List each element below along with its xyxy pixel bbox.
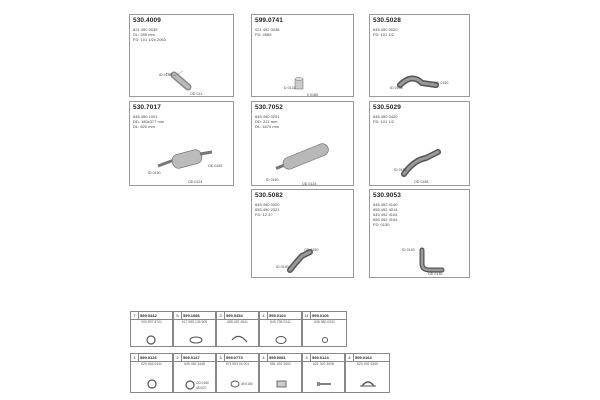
pipe-drawing [370, 102, 471, 187]
part-detail: 645 490 0420 [373, 114, 398, 119]
part-number: 599.0147 [183, 355, 200, 360]
clamp-icon [346, 354, 391, 394]
part-detail: FD: 12 3? [255, 212, 273, 217]
part-detail: 645 490 0020 [255, 202, 280, 207]
clamp-icon [217, 312, 260, 348]
accessory-cell[interactable] [216, 353, 259, 393]
dimension-label: ID 0150 [159, 73, 172, 77]
quantity: 5 [174, 312, 182, 319]
muffler-drawing [130, 102, 235, 187]
part-number: 530.9053 [373, 192, 401, 199]
quantity: 7 [131, 312, 139, 319]
quantity: 3 [217, 312, 225, 319]
part-card[interactable] [129, 14, 234, 97]
part-number: 599.0164 [355, 355, 372, 360]
oem-number: 645 452 3448 [184, 362, 205, 366]
part-detail: 655 490 2321 [255, 207, 280, 212]
dimension-label: OD 0159 [208, 164, 223, 168]
part-card[interactable] [251, 189, 354, 278]
oem-number: 671 593 04 001 [225, 362, 250, 366]
part-number: 599.1086 [183, 313, 200, 318]
dimension-label: OD 0150 [434, 81, 449, 85]
accessory-cell[interactable] [259, 353, 302, 393]
dimension-label: D 0132 [284, 86, 296, 90]
part-detail: FD: 0130 [373, 222, 390, 227]
accessory-cell[interactable] [130, 353, 173, 393]
oem-number: 681 492 3002 [270, 362, 291, 366]
part-detail: 655 492 4014 [373, 207, 398, 212]
dimension-label: OD 0124 [188, 180, 203, 184]
part-detail: FD: 101 1/2 [373, 119, 394, 124]
oem-number: 636 980 0231 [314, 320, 335, 324]
part-card[interactable] [251, 101, 354, 186]
part-detail: 645 490 0020 [373, 27, 398, 32]
part-number: 599.0106 [312, 313, 329, 318]
part-number: 599.0124 [312, 355, 329, 360]
dimension-label: OD 0150 [196, 381, 209, 385]
accessory-cell[interactable] [216, 311, 259, 347]
part-detail: FD: 101 1/2x 2063 [133, 37, 166, 42]
part-number: 599.0741 [255, 17, 283, 24]
part-number: 530.4009 [133, 17, 161, 24]
quantity: 2 [174, 354, 182, 361]
pipe-drawing [370, 15, 471, 98]
oem-number: 621 302 3008 [313, 362, 334, 366]
pipe-drawing [130, 15, 235, 98]
quantity: 4 [346, 354, 354, 361]
oem-number: 623 492 0340 [357, 362, 378, 366]
pipe-drawing [252, 190, 355, 279]
pipe-drawing [370, 190, 471, 279]
clamp-ring-icon [131, 354, 174, 394]
dimension-label: ID 0140 [402, 248, 415, 252]
part-number: 530.7017 [133, 104, 161, 111]
oem-number: 655 492 4941 [227, 320, 248, 324]
part-detail: FD: 101 1/2 [373, 32, 394, 37]
dimension-label: OD 0124 [302, 182, 317, 186]
bolt-icon [303, 354, 346, 394]
accessory-cell[interactable] [173, 311, 216, 347]
part-card[interactable] [369, 14, 470, 97]
part-detail: DL: 620 mm [133, 124, 155, 129]
part-number: 599.0081 [269, 355, 286, 360]
accessory-cell[interactable] [345, 353, 390, 393]
oem-number: 620 463 0441 [141, 362, 162, 366]
dimension-label: 45 0G? [196, 386, 207, 390]
quantity: 3 [303, 354, 311, 361]
accessory-cell[interactable] [302, 311, 347, 347]
part-number: 530.5029 [373, 104, 401, 111]
accessory-cell[interactable] [173, 353, 216, 393]
clamp-ring-icon [217, 354, 260, 394]
dimension-label: ID 0150 [148, 171, 161, 175]
part-number: 599.0442 [140, 313, 157, 318]
dimension-label: OD 0158 [414, 180, 429, 184]
accessory-cell[interactable] [302, 353, 345, 393]
part-detail: DL: 285 mm [133, 32, 155, 37]
part-number: 530.5082 [255, 192, 283, 199]
dimension-label: OD 0150 [304, 248, 319, 252]
dimension-label: ID 0140 [276, 265, 289, 269]
oem-number: 000 997 8741 [141, 320, 162, 324]
part-detail: 021 492 0038 [255, 27, 280, 32]
part-detail: 645 490 0201 [255, 114, 280, 119]
gasket-icon [174, 312, 217, 348]
part-number: 530.5028 [373, 17, 401, 24]
dimension-label: ID 0150 [394, 168, 407, 172]
part-detail: 645 490 1001 [133, 114, 158, 119]
oem-number: 645 795 0241 [270, 320, 291, 324]
clamp-drawing [252, 15, 355, 98]
quantity: 4 [260, 312, 268, 319]
muffler-drawing [252, 102, 355, 187]
quantity: 3 [217, 354, 225, 361]
part-detail: DD: 221 mm [255, 119, 278, 124]
part-card[interactable] [369, 189, 470, 278]
dimension-label: ID 0160 [266, 178, 279, 182]
part-detail: 821 490 0035 [133, 27, 158, 32]
part-detail: FD: 4565 [255, 32, 272, 37]
part-number: 599.0126 [140, 355, 157, 360]
part-number: 530.7052 [255, 104, 283, 111]
part-detail: DL: 1670 mm [255, 124, 280, 129]
dimension-label: OD 0130 [428, 272, 443, 276]
clamp-ring-icon [131, 312, 174, 348]
dimension-label: 0 0185 [307, 93, 318, 97]
dimension-label: 45 0150 [241, 382, 253, 386]
part-detail: 545 492 4104 [373, 212, 398, 217]
dimension-label: OD 013 [190, 92, 203, 96]
part-detail: DD: 180x377 mm [133, 119, 165, 124]
part-number: 599.0773 [226, 355, 243, 360]
accessory-cell[interactable] [130, 311, 173, 347]
gasket-icon [260, 312, 303, 348]
part-number: 599.0104 [269, 313, 286, 318]
part-detail: 655 492 4104 [373, 217, 398, 222]
part-card[interactable] [251, 14, 354, 97]
quantity: 4 [260, 354, 268, 361]
rubber-mount-icon [303, 312, 348, 348]
part-detail: 545 492 4140 [373, 202, 398, 207]
part-number: 599.9454 [226, 313, 243, 318]
quantity: 1 [131, 354, 139, 361]
accessory-cell[interactable] [259, 311, 302, 347]
oem-number: 017 995 126 509 [181, 320, 208, 324]
part-card[interactable] [369, 101, 470, 186]
dimension-label: ID 0158 [390, 86, 403, 90]
quantity: 11 [303, 312, 311, 319]
bracket-icon [260, 354, 303, 394]
part-card[interactable] [129, 101, 234, 186]
